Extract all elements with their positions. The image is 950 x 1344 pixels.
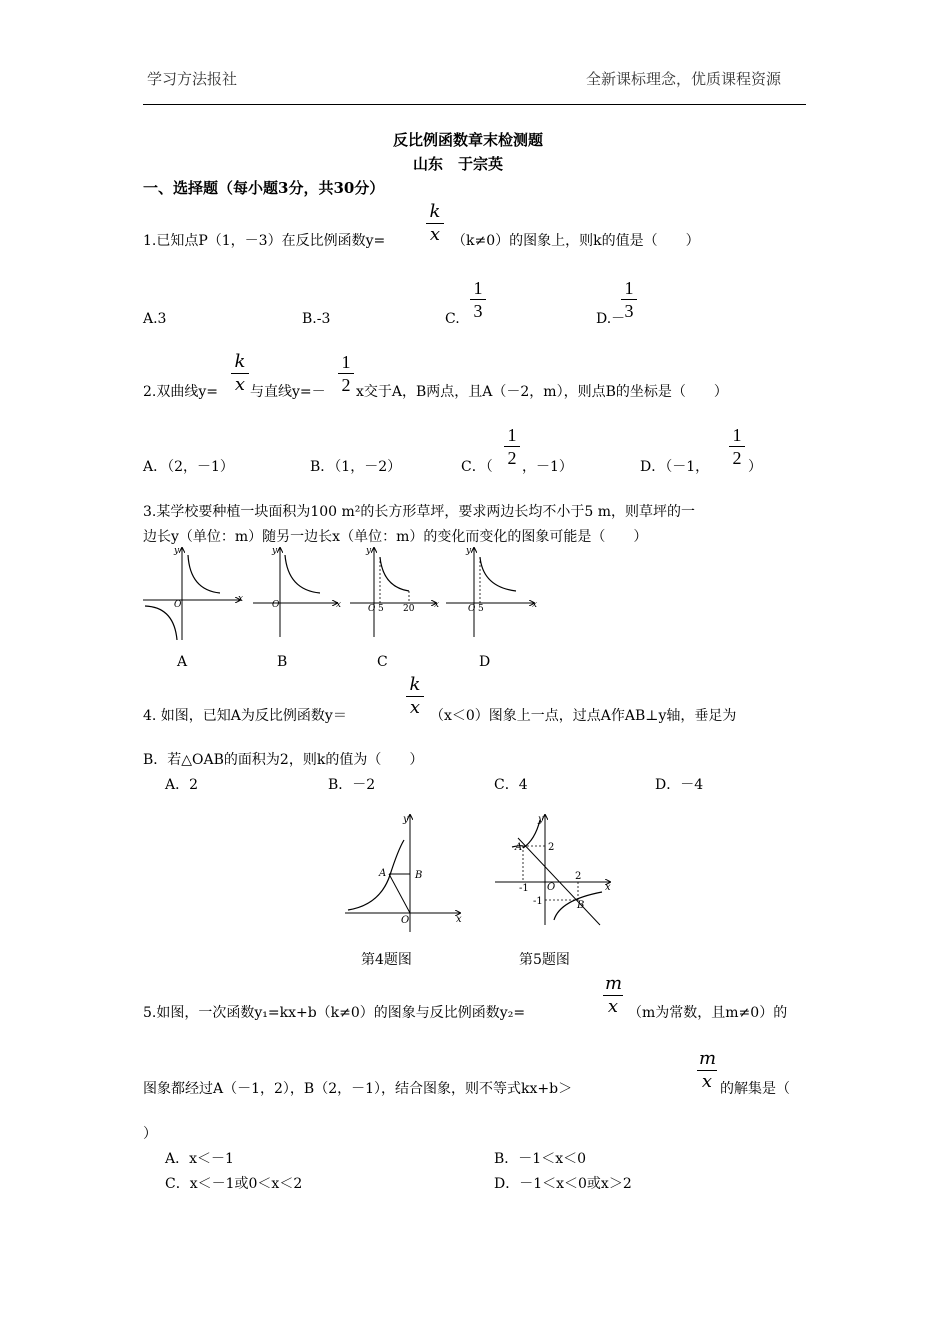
svg-text:x: x xyxy=(605,882,611,893)
svg-text:-1: -1 xyxy=(533,896,543,907)
q2-option-a: A．（2，－1） xyxy=(143,459,234,475)
q4-option-d: D．－4 xyxy=(655,777,704,793)
q2-option-d-fraction: 1 2 xyxy=(729,426,745,467)
q2-option-d-post: ） xyxy=(748,459,762,475)
q5-option-d: D．－1＜x＜0或x＞2 xyxy=(494,1176,632,1192)
q3-graph-c xyxy=(350,546,439,637)
svg-text:y: y xyxy=(466,546,472,556)
q5-text-post: （m为常数，且m≠0）的 xyxy=(628,1005,788,1021)
q5-option-c: C．x＜－1或0＜x＜2 xyxy=(165,1176,303,1192)
svg-text:20: 20 xyxy=(403,604,415,614)
q2-option-c-post: ，－1） xyxy=(522,459,573,475)
svg-text:y: y xyxy=(174,546,180,556)
figure-4 xyxy=(345,814,462,932)
q4-option-b: B．－2 xyxy=(328,777,376,793)
q3-label-b: B xyxy=(277,654,288,670)
q2-text-mid: 与直线y=－ xyxy=(250,384,326,400)
svg-text:A: A xyxy=(515,842,523,853)
svg-text:2: 2 xyxy=(548,842,555,853)
page-title: 反比例函数章末检测题 xyxy=(393,131,544,149)
svg-text:O: O xyxy=(547,882,556,893)
q4-option-c: C．4 xyxy=(494,777,528,793)
author: 山东 于宗英 xyxy=(413,155,504,173)
svg-text:2: 2 xyxy=(575,871,582,882)
q1-text-pre: 1.已知点P（1，－3）在反比例函数y= xyxy=(143,233,386,249)
q1-option-d-fraction: 1 3 xyxy=(621,279,637,320)
q5-line-3: ） xyxy=(143,1126,157,1142)
svg-text:-1: -1 xyxy=(519,883,529,894)
q5-line-2-pre: 图象都经过A（－1，2），B（2，－1），结合图象，则不等式kx+b＞ xyxy=(143,1081,573,1097)
svg-text:O: O xyxy=(272,600,280,610)
svg-text:O: O xyxy=(174,600,182,610)
header-left: 学习方法报社 xyxy=(147,70,238,88)
q3-line-2: 边长y（单位：m）随另一边长x（单位：m）的变化而变化的图象可能是（ ） xyxy=(143,529,648,545)
q3-graph-d xyxy=(446,546,537,637)
q1-fraction: k x xyxy=(426,203,444,244)
q1-option-d: D.－ xyxy=(596,311,626,327)
svg-text:5: 5 xyxy=(478,604,484,614)
q3-graphs xyxy=(140,545,545,645)
q5-option-a: A．x＜－1 xyxy=(165,1151,234,1167)
figure-5 xyxy=(495,814,611,925)
q2-option-b: B．（1，－2） xyxy=(310,459,402,475)
header-divider xyxy=(143,104,806,105)
svg-text:O: O xyxy=(368,604,376,614)
svg-text:O: O xyxy=(401,915,410,926)
q4-option-a: A．2 xyxy=(165,777,199,793)
q1-text-post: （k≠0）的图象上，则k的值是（ ） xyxy=(452,233,700,249)
svg-text:y: y xyxy=(366,546,372,556)
svg-text:x: x xyxy=(238,594,244,604)
q3-label-d: D xyxy=(479,654,491,670)
svg-text:A: A xyxy=(379,868,387,879)
q4-line-2: B．若△OAB的面积为2，则k的值为（ ） xyxy=(143,752,424,768)
q3-label-c: C xyxy=(377,654,388,670)
q2-fraction-2: 1 2 xyxy=(338,353,354,394)
svg-text:y: y xyxy=(538,814,544,825)
q2-option-c-fraction: 1 2 xyxy=(504,426,520,467)
q5-option-b: B．－1＜x＜0 xyxy=(494,1151,586,1167)
q5-fraction: m x xyxy=(605,973,623,1017)
figures-q4-q5 xyxy=(340,810,620,935)
svg-text:y: y xyxy=(403,814,409,825)
svg-text:5: 5 xyxy=(378,604,384,614)
q2-text-pre: 2.双曲线y= xyxy=(143,384,218,400)
fig4-caption: 第4题图 xyxy=(361,952,412,968)
q1-option-c-fraction: 1 3 xyxy=(470,279,486,320)
q2-option-d-pre: D．（－1， xyxy=(640,459,710,475)
q3-graph-a xyxy=(143,546,243,640)
q2-fraction-1: k x xyxy=(231,353,249,394)
q3-graph-b xyxy=(253,546,341,637)
q4-text-pre: 4. 如图，已知A为反比例函数y＝ xyxy=(143,708,347,724)
svg-text:x: x xyxy=(434,600,440,610)
header-right: 全新课标理念，优质课程资源 xyxy=(586,70,782,88)
svg-text:x: x xyxy=(336,600,342,610)
svg-text:B: B xyxy=(577,900,585,911)
q4-text-post: （x＜0）图象上一点，过点A作AB⊥y轴，垂足为 xyxy=(430,708,737,724)
q3-label-a: A xyxy=(177,654,188,670)
svg-text:x: x xyxy=(456,914,462,925)
svg-text:y: y xyxy=(272,546,278,556)
section-heading: 一、选择题（每小题3分，共30分） xyxy=(143,179,385,197)
svg-text:O: O xyxy=(468,604,476,614)
q5-fraction-2: m x xyxy=(699,1048,717,1092)
q5-line-2-post: 的解集是（ xyxy=(720,1081,790,1097)
q1-option-b: B.-3 xyxy=(302,311,331,327)
q2-option-c-pre: C．（ xyxy=(461,459,493,475)
q4-fraction: k x xyxy=(406,676,424,717)
fig5-caption: 第5题图 xyxy=(519,952,570,968)
q3-line-1: 3.某学校要种植一块面积为100 m²的长方形草坪，要求两边长均不小于5 m，则草坪的一 xyxy=(143,504,696,520)
svg-text:B: B xyxy=(415,870,423,881)
q2-text-post: x交于A，B两点，且A（－2，m），则点B的坐标是（ ） xyxy=(356,384,728,400)
q5-text-pre: 5.如图，一次函数y₁=kx+b（k≠0）的图象与反比例函数y₂= xyxy=(143,1005,526,1021)
svg-text:x: x xyxy=(532,600,538,610)
q1-option-a: A.3 xyxy=(143,311,167,327)
q1-option-c: C. xyxy=(445,311,460,327)
